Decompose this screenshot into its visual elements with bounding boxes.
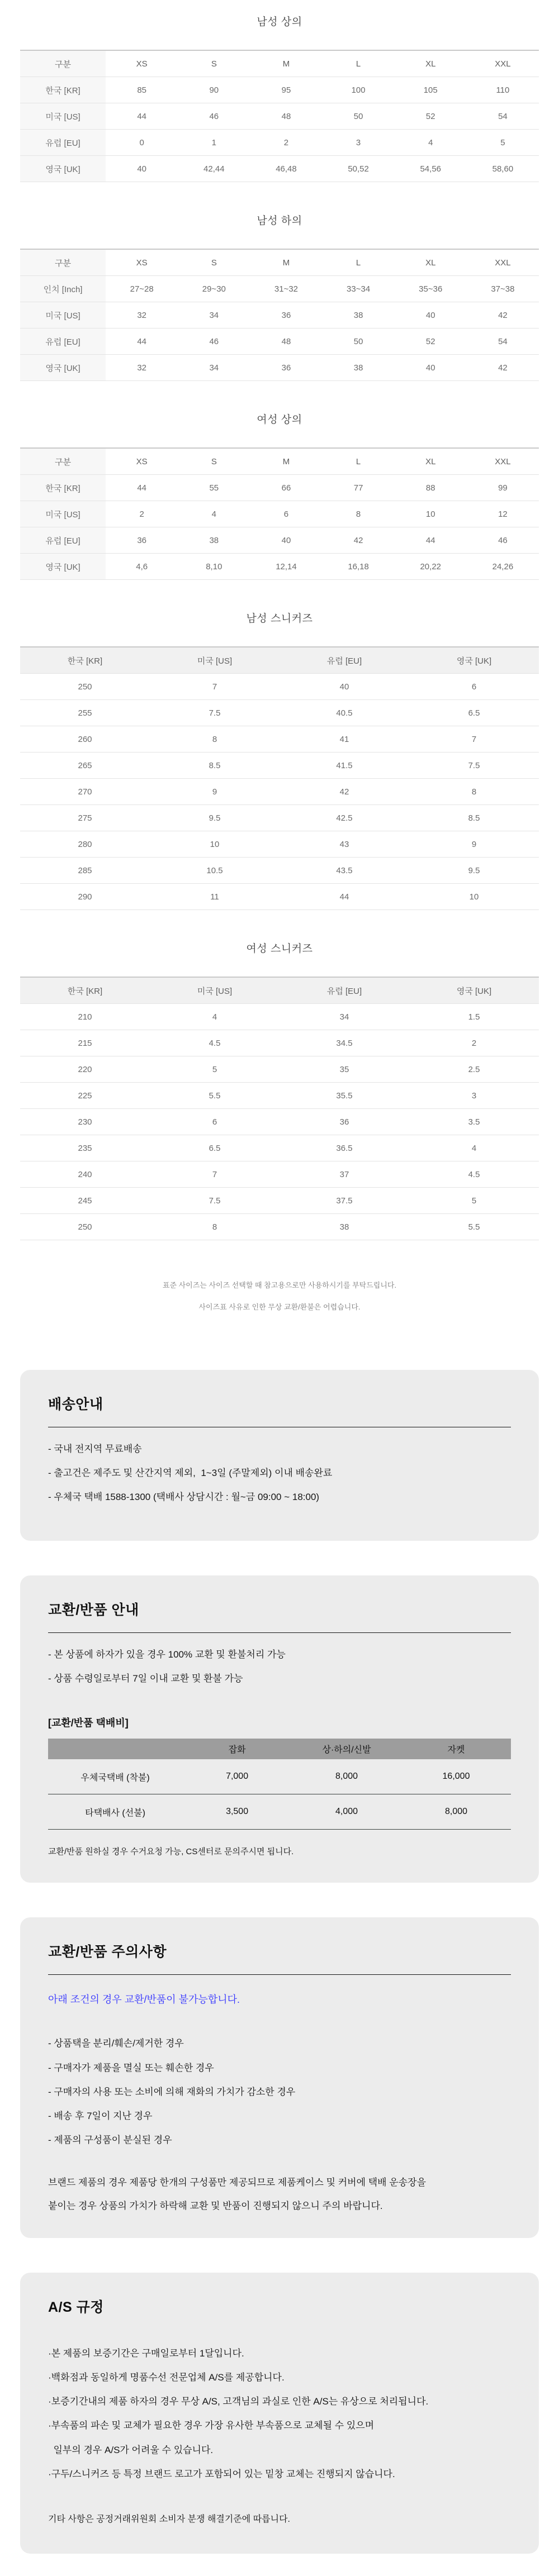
table-cell: 46 [178,103,250,130]
table-cell: 20,22 [395,554,467,580]
fee-note: 교환/반품 원하실 경우 수거요청 가능, CS센터로 문의주시면 됩니다. [48,1847,294,1857]
table-cell: 4.5 [409,1161,539,1188]
column-header: S [178,448,250,475]
table-row [20,831,539,858]
exchange-caution-box [20,1917,539,2238]
table-row [48,1794,511,1830]
table-cell: 42.5 [280,805,409,831]
table-cell: 31~32 [250,276,322,302]
table-cell: 7 [150,674,280,700]
column-header: XXL [467,249,539,276]
table-cell: 58,60 [467,156,539,182]
table-cell: 40 [395,302,467,328]
table-row [20,674,539,700]
table-cell: 220 [20,1056,150,1083]
shipping-title: 배송안내 [48,1397,103,1412]
table-cell: 95 [250,77,322,103]
table-cell: 7.5 [150,1188,280,1214]
text-line: - 우체국 택배 1588-1300 (택배사 상담시간 : 월~금 09:00 ~ 18:00) [48,1492,320,1503]
text-line: ·구두/스니커즈 등 특정 브랜드 로고가 포함되어 있는 밑창 교체는 진행되지 않습니다. [48,2468,395,2479]
row-label: 유럽 [EU] [20,130,106,156]
row-label: 타택배사 (선불) [48,1794,182,1830]
row-label: 영국 [UK] [20,156,106,182]
size-charts-section [20,13,539,1312]
caution-items [48,2037,511,2146]
column-header: 미국 [US] [150,977,280,1004]
table-row [20,156,539,182]
table-cell: 6.5 [409,700,539,726]
table-cell: 240 [20,1161,150,1188]
table-cell: 99 [467,475,539,501]
caution-paragraph-line: 붙이는 경우 상품의 가치가 하락해 교환 및 반품이 진행되지 않으니 주의 바랍니다. [48,2201,383,2212]
table-cell: 5.5 [150,1083,280,1109]
table-cell: 4 [395,130,467,156]
table-cell: 66 [250,475,322,501]
table-cell: 35~36 [395,276,467,302]
table-cell: 7 [150,1161,280,1188]
table-cell: 7.5 [409,753,539,779]
table-cell: 8 [150,1214,280,1240]
as-policy-box [20,2273,539,2554]
table-cell: 6 [409,674,539,700]
table-cell: 2 [106,501,178,527]
as-policy-items [48,2348,511,2480]
table-cell: 230 [20,1109,150,1135]
table-cell: 34 [280,1004,409,1030]
text-line: 일부의 경우 A/S가 어려울 수 있습니다. [48,2444,214,2455]
table-cell: 44 [280,884,409,910]
column-header: 한국 [KR] [20,977,150,1004]
table-cell: 11 [150,884,280,910]
table-row [20,527,539,554]
table-row [20,355,539,381]
table-cell: 225 [20,1083,150,1109]
caution-paragraph-line: 브랜드 제품의 경우 제품당 한개의 구성품만 제공되므로 제품케이스 및 커버에 택배 운송장을 [48,2177,426,2188]
table-cell: 8 [150,726,280,753]
size-note-block [20,1279,539,1312]
fee-table-heading: [교환/반품 택배비] [48,1717,129,1729]
table-cell: 16,18 [323,554,395,580]
row-label: 미국 [US] [20,501,106,527]
mens-top-size-table [20,50,539,182]
table-cell: 35.5 [280,1083,409,1109]
table-cell: 36 [106,527,178,554]
title-divider [48,1974,511,1975]
table-cell: 8,10 [178,554,250,580]
table-cell: 24,26 [467,554,539,580]
table-cell: 8.5 [409,805,539,831]
table-header-row [20,249,539,276]
table-row [20,554,539,580]
table-cell: 4 [409,1135,539,1161]
table-cell: 6.5 [150,1135,280,1161]
row-label: 미국 [US] [20,302,106,328]
column-header: M [250,448,322,475]
exchange-info-box [20,1575,539,1883]
table-row [20,501,539,527]
text-line: - 상품택을 분리/훼손/제거한 경우 [48,2038,184,2049]
table-cell: 8.5 [150,753,280,779]
table-cell: 48 [250,103,322,130]
table-cell: 275 [20,805,150,831]
column-header: M [250,249,322,276]
table-cell: 8,000 [292,1759,401,1794]
table-cell: 42 [323,527,395,554]
table-cell: 4,6 [106,554,178,580]
table-cell: 285 [20,858,150,884]
size-note-line: 표준 사이즈는 사이즈 선택할 때 참고용으로만 사용하시기를 부탁드립니다. [162,1281,397,1289]
table-cell: 10 [395,501,467,527]
table-cell: 34.5 [280,1030,409,1056]
table-header-row [20,448,539,475]
size-note-line: 사이즈표 사유로 인한 무상 교환/환불은 어렵습니다. [198,1303,361,1311]
table-cell: 12,14 [250,554,322,580]
table-row [20,1109,539,1135]
table-cell: 32 [106,302,178,328]
table-cell: 54 [467,103,539,130]
exchange-fee-table [48,1739,511,1830]
table-cell: 0 [106,130,178,156]
table-cell: 250 [20,1214,150,1240]
table-cell: 290 [20,884,150,910]
mens-bottom-table-title: 남성 하의 [257,215,302,227]
column-header: L [323,249,395,276]
table-cell: 44 [106,328,178,355]
column-header: 상·하의/신발 [292,1739,401,1759]
table-cell: 37.5 [280,1188,409,1214]
table-cell: 41.5 [280,753,409,779]
table-cell: 42 [280,779,409,805]
table-cell: 210 [20,1004,150,1030]
text-line: ·부속품의 파손 및 교체가 필요한 경우 가장 유사한 부속품으로 교체될 수 있으며 [48,2420,375,2431]
table-cell: 255 [20,700,150,726]
table-cell: 7.5 [150,700,280,726]
table-cell: 40.5 [280,700,409,726]
table-cell: 265 [20,753,150,779]
table-row [20,884,539,910]
table-cell: 245 [20,1188,150,1214]
shipping-items [48,1443,511,1503]
table-row [48,1759,511,1794]
text-line: ·보증기간내의 제품 하자의 경우 무상 A/S, 고객님의 과실로 인한 A/S는 유상으로 처리됩니다. [48,2396,429,2407]
as-policy-footer: 기타 사항은 공정거래위원회 소비자 분쟁 해결기준에 따릅니다. [48,2514,290,2524]
table-row [20,1030,539,1056]
table-cell: 44 [106,103,178,130]
table-cell: 50,52 [323,156,395,182]
table-cell: 1 [178,130,250,156]
column-header: 미국 [US] [150,647,280,674]
table-cell: 2.5 [409,1056,539,1083]
table-cell: 50 [323,103,395,130]
table-row [20,1056,539,1083]
mens-top-table-title: 남성 상의 [257,16,302,28]
table-cell: 36 [250,302,322,328]
table-cell: 27~28 [106,276,178,302]
table-cell: 40 [280,674,409,700]
table-cell: 235 [20,1135,150,1161]
table-cell: 9 [409,831,539,858]
table-row [20,1161,539,1188]
column-header: XL [395,249,467,276]
table-cell: 85 [106,77,178,103]
table-cell: 5 [467,130,539,156]
table-cell: 50 [323,328,395,355]
table-cell: 34 [178,302,250,328]
row-label: 미국 [US] [20,103,106,130]
table-cell: 55 [178,475,250,501]
table-header-row [48,1739,511,1759]
table-cell: 100 [323,77,395,103]
column-header: XXL [467,50,539,77]
table-cell: 42 [467,355,539,381]
table-cell: 6 [250,501,322,527]
caution-highlight: 아래 조건의 경우 교환/반품이 불가능합니다. [48,1994,240,2006]
table-cell: 110 [467,77,539,103]
column-header: 한국 [KR] [20,647,150,674]
table-row [20,1135,539,1161]
table-cell: 3.5 [409,1109,539,1135]
table-cell: 37~38 [467,276,539,302]
table-cell: 3 [323,130,395,156]
exchange-title: 교환/반품 안내 [48,1602,139,1618]
text-line: - 상품 수령일로부터 7일 이내 교환 및 환불 가능 [48,1673,243,1684]
womens-top-size-table [20,447,539,580]
row-label: 우체국택배 (착불) [48,1759,182,1794]
table-cell: 52 [395,328,467,355]
column-header: 잡화 [182,1739,292,1759]
womens-sneakers-size-table [20,977,539,1240]
column-header: M [250,50,322,77]
column-header: S [178,50,250,77]
column-header: 영국 [UK] [409,647,539,674]
table-cell: 36 [250,355,322,381]
table-cell: 88 [395,475,467,501]
table-cell: 260 [20,726,150,753]
table-cell: 40 [106,156,178,182]
womens-sneakers-table-title: 여성 스니커즈 [246,943,313,955]
table-cell: 4.5 [150,1030,280,1056]
table-row [20,700,539,726]
table-cell: 46 [178,328,250,355]
column-header [48,1739,182,1759]
table-row [20,1083,539,1109]
table-cell: 44 [395,527,467,554]
table-cell: 16,000 [401,1759,511,1794]
table-row [20,753,539,779]
table-cell: 1.5 [409,1004,539,1030]
table-cell: 38 [323,302,395,328]
column-header: 구분 [20,448,106,475]
table-header-row [20,977,539,1004]
table-cell: 37 [280,1161,409,1188]
row-label: 영국 [UK] [20,554,106,580]
text-line: - 국내 전지역 무료배송 [48,1444,142,1454]
table-row [20,276,539,302]
exchange-items [48,1649,511,1685]
table-cell: 7,000 [182,1759,292,1794]
mens-sneakers-size-table [20,646,539,910]
table-cell: 43 [280,831,409,858]
table-cell: 38 [178,527,250,554]
table-row [20,1004,539,1030]
table-cell: 3 [409,1083,539,1109]
column-header: 구분 [20,249,106,276]
text-line: ·백화점과 동일하게 명품수선 전문업체 A/S를 제공합니다. [48,2372,285,2383]
table-row [20,726,539,753]
column-header: XS [106,50,178,77]
shipping-info-box [20,1370,539,1541]
table-cell: 6 [150,1109,280,1135]
table-cell: 44 [106,475,178,501]
table-row [20,77,539,103]
table-cell: 105 [395,77,467,103]
table-cell: 8 [409,779,539,805]
column-header: S [178,249,250,276]
table-cell: 250 [20,674,150,700]
table-cell: 77 [323,475,395,501]
table-row [20,328,539,355]
table-cell: 10.5 [150,858,280,884]
table-row [20,1214,539,1240]
table-cell: 10 [150,831,280,858]
table-cell: 32 [106,355,178,381]
table-cell: 8 [323,501,395,527]
table-cell: 8,000 [401,1794,511,1830]
table-cell: 40 [395,355,467,381]
text-line: - 제품의 구성품이 분실된 경우 [48,2134,172,2145]
row-label: 한국 [KR] [20,475,106,501]
column-header: XL [395,50,467,77]
text-line: - 본 상품에 하자가 있을 경우 100% 교환 및 환불처리 가능 [48,1649,286,1660]
table-cell: 270 [20,779,150,805]
table-cell: 5 [150,1056,280,1083]
mens-sneakers-table-title: 남성 스니커즈 [246,613,313,625]
table-cell: 42,44 [178,156,250,182]
table-cell: 7 [409,726,539,753]
table-row [20,103,539,130]
title-divider [48,1632,511,1633]
table-cell: 5.5 [409,1214,539,1240]
column-header: 영국 [UK] [409,977,539,1004]
table-cell: 35 [280,1056,409,1083]
column-header: XXL [467,448,539,475]
table-row [20,130,539,156]
row-label: 유럽 [EU] [20,328,106,355]
text-line: - 구매자가 제품을 멸실 또는 훼손한 경우 [48,2062,214,2073]
column-header: XS [106,448,178,475]
column-header: L [323,50,395,77]
table-cell: 215 [20,1030,150,1056]
table-cell: 38 [323,355,395,381]
table-row [20,779,539,805]
column-header: 유럽 [EU] [280,647,409,674]
column-header: XL [395,448,467,475]
table-cell: 46,48 [250,156,322,182]
table-row [20,858,539,884]
row-label: 한국 [KR] [20,77,106,103]
table-cell: 4 [150,1004,280,1030]
table-cell: 4 [178,501,250,527]
table-cell: 34 [178,355,250,381]
table-row [20,805,539,831]
column-header: 유럽 [EU] [280,977,409,1004]
table-cell: 40 [250,527,322,554]
table-row [20,1188,539,1214]
table-cell: 2 [409,1030,539,1056]
table-cell: 54,56 [395,156,467,182]
text-line: ·본 제품의 보증기간은 구매일로부터 1달입니다. [48,2348,244,2359]
table-row [20,475,539,501]
column-header: 자켓 [401,1739,511,1759]
table-cell: 48 [250,328,322,355]
caution-title: 교환/반품 주의사항 [48,1944,167,1960]
table-header-row [20,50,539,77]
row-label: 영국 [UK] [20,355,106,381]
mens-bottom-size-table [20,249,539,381]
text-line: - 구매자의 사용 또는 소비에 의해 재화의 가치가 감소한 경우 [48,2086,296,2097]
table-cell: 2 [250,130,322,156]
table-cell: 90 [178,77,250,103]
table-cell: 12 [467,501,539,527]
table-cell: 29~30 [178,276,250,302]
text-line: - 출고건은 제주도 및 산간지역 제외, 1~3일 (주말제외) 이내 배송완료 [48,1468,333,1479]
table-cell: 41 [280,726,409,753]
row-label: 유럽 [EU] [20,527,106,554]
table-cell: 280 [20,831,150,858]
table-cell: 54 [467,328,539,355]
table-cell: 52 [395,103,467,130]
table-cell: 46 [467,527,539,554]
table-cell: 36.5 [280,1135,409,1161]
table-cell: 4,000 [292,1794,401,1830]
table-cell: 38 [280,1214,409,1240]
table-cell: 9.5 [150,805,280,831]
column-header: 구분 [20,50,106,77]
table-cell: 9 [150,779,280,805]
table-cell: 33~34 [323,276,395,302]
table-cell: 9.5 [409,858,539,884]
table-cell: 42 [467,302,539,328]
row-label: 인치 [Inch] [20,276,106,302]
table-header-row [20,647,539,674]
table-cell: 3,500 [182,1794,292,1830]
table-row [20,302,539,328]
table-cell: 43.5 [280,858,409,884]
text-line: - 배송 후 7일이 지난 경우 [48,2110,153,2121]
table-cell: 10 [409,884,539,910]
table-cell: 5 [409,1188,539,1214]
column-header: XS [106,249,178,276]
column-header: L [323,448,395,475]
womens-top-table-title: 여성 상의 [257,414,302,426]
as-policy-title: A/S 규정 [48,2299,104,2316]
table-cell: 36 [280,1109,409,1135]
